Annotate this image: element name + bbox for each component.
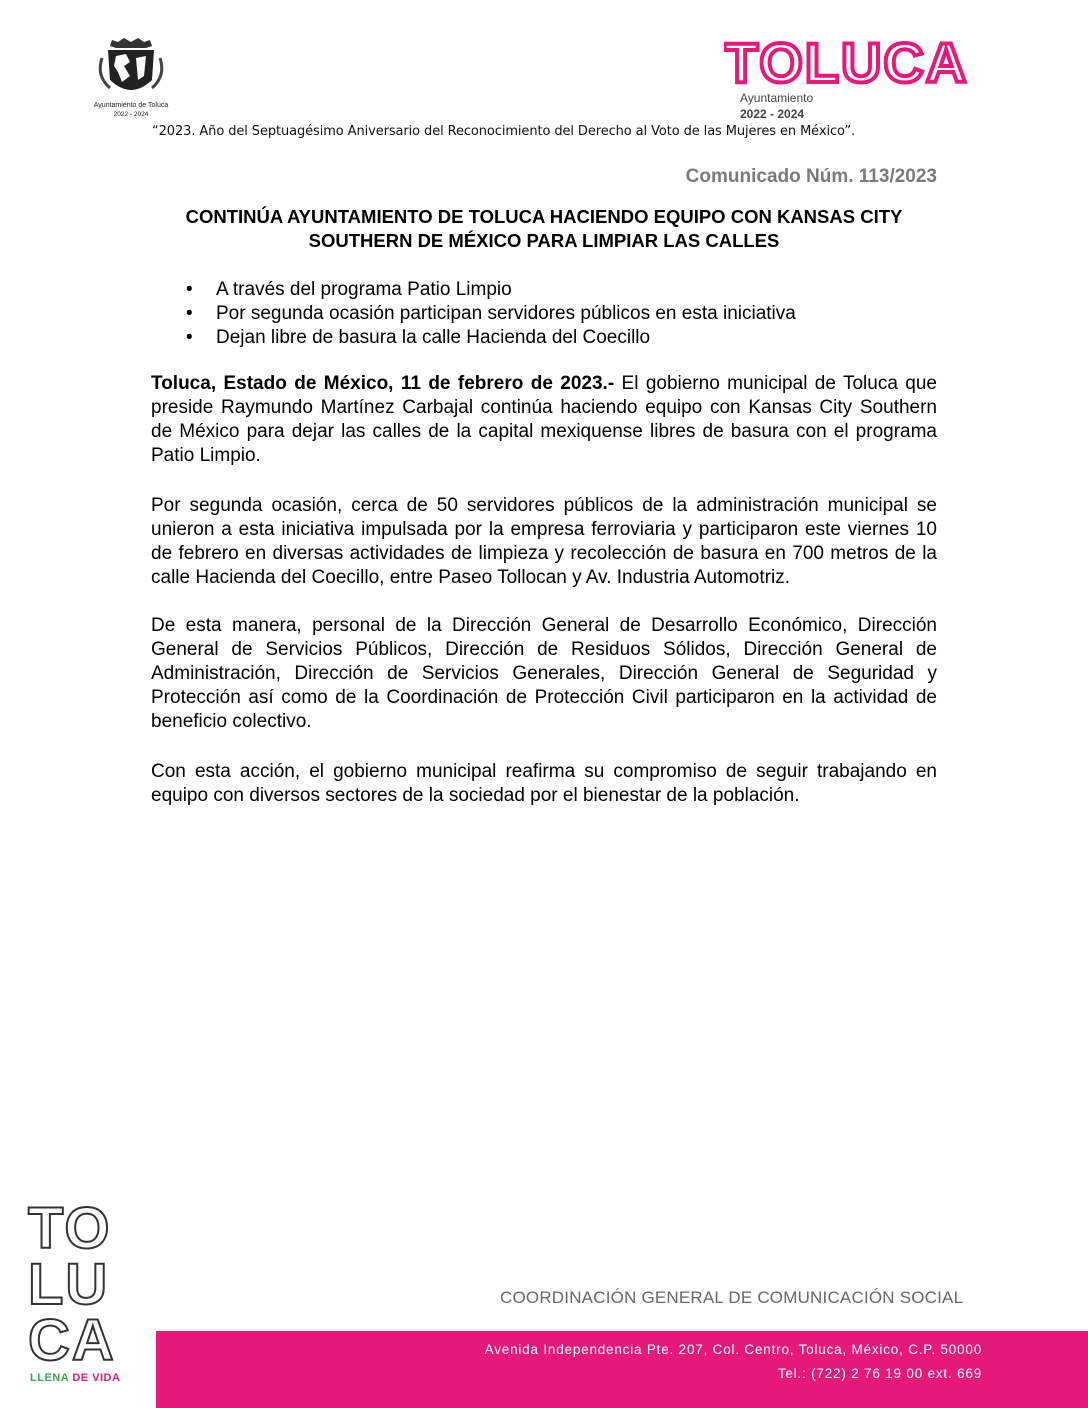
seal-years: 2022 - 2024 — [113, 111, 149, 118]
logo-row-lu: LU — [28, 1252, 110, 1317]
phone: Tel.: (722) 2 76 19 00 ext. 669 — [777, 1366, 982, 1381]
toluca-outline-logo-icon — [26, 1196, 142, 1366]
motto: “2023. Año del Septuagésimo Aniversario del Reconocimiento del Derecho al Voto de las Mujeres en México”. — [152, 124, 856, 139]
tagline-part: DE VIDA — [72, 1372, 121, 1384]
bullet-item: • Por segunda ocasión participan servidores públicos en esta iniciativa — [186, 302, 796, 326]
comunicado-number: Comunicado Núm. 113/2023 — [685, 166, 937, 187]
footer-toluca-logo — [26, 1196, 142, 1392]
logo-row-ca: CA — [28, 1308, 116, 1366]
logo-years: 2022 - 2024 — [740, 107, 805, 121]
bullet-item: • Dejan libre de basura la calle Hacienda del Coecillo — [186, 326, 796, 350]
toluca-logo — [724, 36, 984, 124]
paragraph: Por segunda ocasión, cerca de 50 servidores públicos de la administración municipal se unieron a esta iniciativa impulsada por la empresa ferroviaria y participaron este viernes 10 de febrero en diversas actividades de limpieza y recolección de basura en 700 metros de la calle Hacienda del Coecillo, entre Paseo Tollocan y Av. Industria Automotriz. — [151, 495, 937, 588]
toluca-wordmark-icon — [724, 36, 984, 88]
paragraph-text: El gobierno municipal de Toluca que preside Raymundo Martínez Carbajal continúa haciendo equipo con Kansas City Southern de México para dejar las calles de la capital mexiquense libres de basura con el programa Patio Limpio. — [151, 373, 937, 466]
headline-line: CONTINÚA AYUNTAMIENTO DE TOLUCA HACIENDO EQUIPO CON KANSAS CITY — [185, 206, 903, 227]
tagline-part: LLENA — [30, 1372, 69, 1384]
logo-row-to: TO — [28, 1196, 112, 1261]
dateline: Toluca, Estado de México, 11 de febrero de 2023.- — [151, 373, 615, 394]
coat-of-arms-logo — [86, 36, 176, 122]
summary-bullets — [186, 278, 796, 350]
coordination-label: COORDINACIÓN GENERAL DE COMUNICACIÓN SOCIAL — [500, 1288, 964, 1307]
headline — [150, 205, 938, 253]
logo-word: TOLUCA — [724, 36, 969, 88]
tagline — [30, 1372, 120, 1384]
bullet-item: • A través del programa Patio Limpio — [186, 278, 796, 302]
address: Avenida Independencia Pte. 207, Col. Centro, Toluca, México, C.P. 50000 — [484, 1342, 982, 1357]
headline-line: SOUTHERN DE MÉXICO PARA LIMPIAR LAS CALLES — [308, 230, 780, 251]
seal-caption: Ayuntamiento de Toluca — [93, 102, 169, 109]
logo-subtitle: Ayuntamiento — [740, 91, 814, 105]
paragraph: Con esta acción, el gobierno municipal reafirma su compromiso de seguir trabajando en equipo con diversos sectores de la sociedad por el bienestar de la población. — [151, 761, 937, 806]
paragraph: De esta manera, personal de la Dirección General de Desarrollo Económico, Dirección General de Servicios Públicos, Dirección de Residuos Sólidos, Dirección General de Administración, Dirección de Servicios Generales, Dirección General de Seguridad y Protección así como de la Coordinación de Protección Civil participaron en la actividad de beneficio colectivo. — [151, 615, 937, 732]
coat-of-arms-icon — [86, 36, 176, 102]
paragraph — [151, 372, 937, 468]
